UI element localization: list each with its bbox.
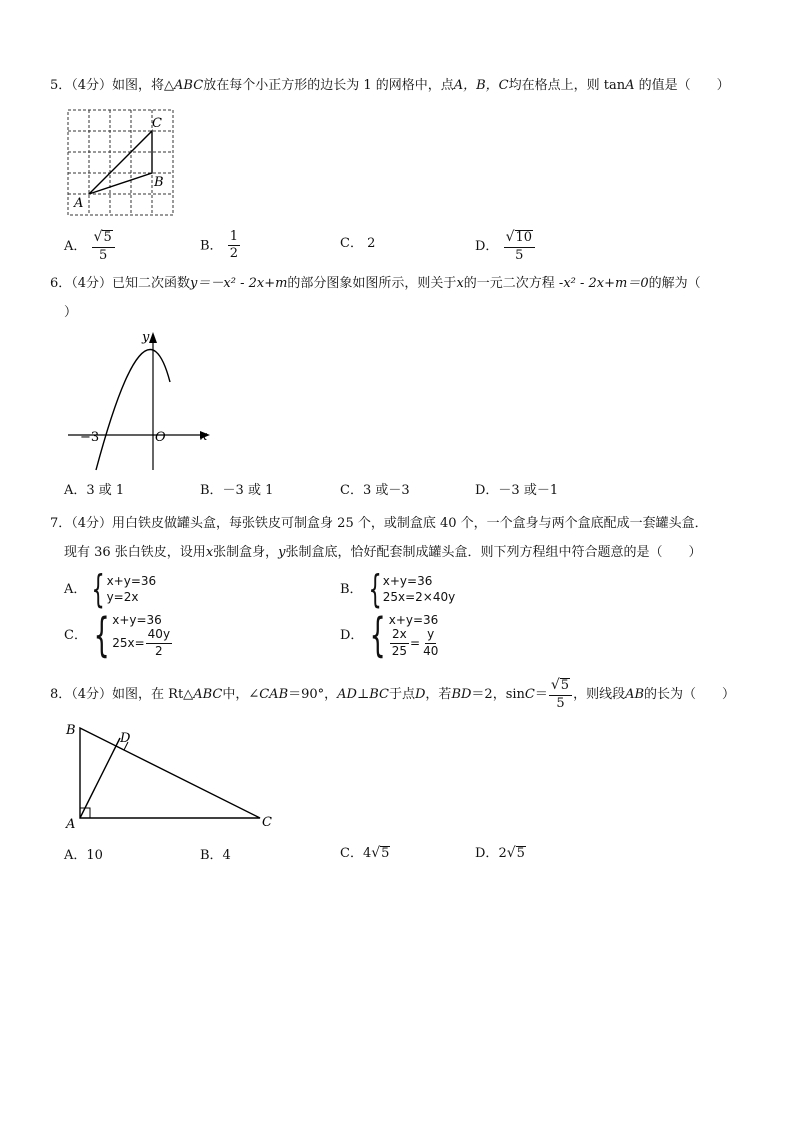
- q5-stem-text: 5．（4分）如图，将△: [50, 78, 175, 93]
- q6-stem-text: 6．（4分）已知二次函数: [50, 276, 191, 291]
- q8-stem-text-2: 中，∠: [222, 687, 260, 703]
- q6-option-c[interactable]: C．3 或－3: [340, 483, 410, 498]
- q7-option-d-brace: {: [370, 608, 387, 662]
- q7-option-c-label: C．: [64, 627, 87, 643]
- q8-segment-ab: AB: [625, 687, 645, 703]
- q7-option-a-brace: {: [91, 567, 106, 611]
- q6-label-y: y: [142, 330, 150, 345]
- q8-option-c[interactable]: C． 4 √ 5: [340, 845, 390, 862]
- q5-option-d[interactable]: [475, 230, 536, 263]
- q6-stem: [50, 277, 701, 290]
- q7-option-a-eq2: y=2x: [106, 590, 139, 604]
- q5-option-b-numerator: 1: [228, 230, 240, 246]
- q7-option-c-brace: {: [93, 608, 110, 662]
- q6-option-d[interactable]: D．－3 或－1: [475, 483, 559, 498]
- q7-stem-text-2: 张制盒身，: [213, 545, 279, 560]
- q6-label-neg3: −3: [80, 430, 100, 445]
- q8-stem-text-6: ＝2，sin: [471, 687, 525, 703]
- q8-option-c-coefficient: 4: [362, 846, 372, 862]
- q7-option-d-fraction-2: [421, 628, 440, 657]
- q7-option-c-eq2-left: 25x=: [112, 636, 145, 650]
- q5-label-a: A: [74, 196, 84, 211]
- q5-option-d-denominator: 5: [515, 247, 524, 263]
- q7-option-d-system: [389, 612, 442, 658]
- q7-option-d-fraction-1: [390, 628, 409, 657]
- q6-variable-x: x: [456, 276, 464, 291]
- q5-stem-end: 的值是（ ）: [634, 78, 730, 93]
- q5-option-b-fraction: [228, 230, 240, 262]
- q8-option-d[interactable]: D． 2 √ 5: [475, 845, 525, 862]
- q5-option-a-label: A．: [64, 239, 87, 255]
- q8-altitude-ad: [80, 738, 120, 818]
- q5-option-d-fraction: √ 10 5: [504, 230, 535, 263]
- q5-stem: [50, 79, 730, 92]
- q6-y-axis-arrow: [149, 332, 157, 343]
- q6-stem-line2: ）: [64, 305, 78, 320]
- q7-option-d-eq2: [389, 628, 442, 657]
- q7-option-d-numerator-1: 2x: [390, 628, 409, 643]
- q5-option-c-value: 2: [367, 236, 376, 251]
- q8-stem-end: 的长为（ ）: [644, 687, 736, 703]
- q8-stem-text-7: ＝: [534, 687, 548, 703]
- q7-option-d-equals: =: [410, 636, 421, 650]
- q7-option-d[interactable]: [340, 608, 441, 662]
- q7-option-d-numerator-2: y: [425, 628, 436, 643]
- q7-option-b-brace: {: [368, 567, 382, 611]
- q7-option-c-numerator: 40y: [146, 628, 172, 643]
- q5-points: A，B，C: [453, 78, 509, 93]
- q5-label-c: C: [152, 116, 162, 131]
- q6-option-a[interactable]: A．3 或 1: [64, 483, 125, 498]
- q5-stem-text-3: 均在格点上，则 tan: [508, 78, 626, 93]
- q5-option-c[interactable]: [340, 237, 375, 250]
- q8-option-d-label: D．: [475, 846, 499, 862]
- q5-stem-text-2: 放在每个小正方形的边长为 1 的网格中，点: [203, 78, 454, 93]
- q6-stem-text-3: 的一元二次方程 -: [463, 276, 564, 291]
- q8-sin-fraction: √ 5 5: [549, 678, 572, 711]
- q5-option-a-radicand: 5: [103, 230, 112, 245]
- q7-option-a[interactable]: [64, 567, 157, 611]
- q7-option-c-system: [112, 612, 173, 658]
- q7-option-b[interactable]: [340, 567, 456, 611]
- q6-stem-text-2: 的部分图象如图所示，则关于: [287, 276, 457, 291]
- q8-option-d-coefficient: 2: [498, 846, 507, 862]
- q5-option-d-label: D．: [475, 239, 499, 255]
- q7-option-c-denominator: 2: [155, 643, 163, 658]
- q7-variable-x: x: [205, 545, 214, 560]
- q7-option-d-denominator-1: 25: [391, 643, 407, 658]
- q6-option-b[interactable]: B．－3 或 1: [200, 483, 274, 498]
- q8-label-c: C: [262, 815, 272, 830]
- q8-segment-bc: BC: [369, 687, 389, 703]
- q8-option-a[interactable]: A．10: [64, 848, 103, 863]
- q5-label-b: B: [154, 175, 164, 190]
- q8-option-c-label: C．: [340, 846, 363, 862]
- q7-option-b-system: [383, 573, 456, 605]
- q7-option-c-fraction: [146, 628, 172, 657]
- q6-label-x: x: [200, 429, 208, 444]
- q8-angle-cab: CAB: [259, 687, 289, 703]
- q7-option-b-eq1: x+y=36: [382, 573, 433, 588]
- q7-variable-y: y: [278, 545, 286, 560]
- q8-option-b[interactable]: B．4: [200, 848, 231, 863]
- q5-option-a-fraction: √ 5 5: [92, 230, 115, 263]
- q7-option-a-system: [107, 573, 157, 605]
- q6-equation: x² - 2x+m＝0: [563, 276, 649, 291]
- q8-perp-symbol: ⊥: [356, 687, 370, 703]
- q8-label-b: B: [66, 723, 76, 738]
- q7-option-a-label: A．: [64, 581, 87, 597]
- q6-parabola-figure: [60, 325, 220, 475]
- q8-segment-bd: BD: [451, 687, 472, 703]
- q8-stem: [50, 678, 735, 711]
- q5-option-b-denominator: 2: [229, 246, 238, 262]
- q5-option-a-denominator: 5: [98, 247, 108, 263]
- q7-stem-end: 张制盒底，恰好配套制成罐头盒．则下列方程组中符合题意的是（ ）: [285, 545, 702, 560]
- q8-stem-text-4: 于点: [388, 687, 415, 703]
- q5-angle-a: A: [625, 78, 635, 93]
- q5-triangle: [89, 131, 152, 194]
- q8-label-d: D: [120, 731, 131, 746]
- q7-option-c-eq1: x+y=36: [112, 613, 162, 628]
- q8-label-a: A: [66, 817, 76, 832]
- q5-option-d-radicand: 10: [515, 230, 533, 245]
- q8-angle-c: C: [524, 687, 535, 703]
- q7-option-a-eq1: x+y=36: [106, 573, 157, 588]
- q8-point-d: D: [414, 687, 426, 703]
- q5-option-b[interactable]: [200, 230, 241, 262]
- q8-option-d-radicand: 5: [516, 846, 525, 861]
- q8-stem-text-3: ＝90°，: [288, 687, 338, 703]
- q8-stem-text: 8．（4分）如图，在 Rt△: [50, 687, 194, 703]
- q8-triangle: [80, 728, 260, 818]
- q8-stem-text-8: ，则线段: [573, 687, 626, 703]
- q6-stem-end: 的解为（: [648, 276, 701, 291]
- q7-stem-line2: [64, 546, 702, 559]
- q8-triangle-figure: [60, 718, 280, 836]
- q7-stem-line1: 7．（4分）用白铁皮做罐头盒，每张铁皮可制盒身 25 个，或制盒底 40 个，一个盒身与两个盒底配成一套罐头盒．: [50, 516, 708, 531]
- q7-option-c[interactable]: [64, 608, 173, 662]
- q7-option-b-label: B．: [340, 581, 363, 597]
- q7-option-d-denominator-2: 40: [423, 643, 439, 658]
- q7-option-d-eq1: x+y=36: [388, 613, 439, 628]
- q5-grid-figure: [60, 104, 185, 219]
- q7-option-c-eq2: [112, 628, 173, 657]
- q7-option-b-eq2: 25x=2×40y: [382, 590, 456, 604]
- q6-function: y＝－x² - 2x+m: [190, 276, 288, 291]
- q5-option-c-label: C．: [340, 236, 363, 251]
- q6-parabola-curve: [96, 350, 170, 470]
- q5-option-a[interactable]: [64, 230, 116, 263]
- q8-sin-radicand: 5: [560, 678, 570, 693]
- q5-option-b-label: B．: [200, 238, 223, 254]
- q5-triangle-name: ABC: [174, 78, 204, 93]
- q8-segment-ad: AD: [337, 687, 357, 703]
- q6-label-origin: O: [155, 430, 166, 445]
- q8-stem-text-5: ，若: [425, 687, 452, 703]
- q8-option-c-radicand: 5: [381, 846, 390, 861]
- q7-stem-text: 现有 36 张白铁皮，设用: [64, 545, 206, 560]
- q8-triangle-name: ABC: [193, 687, 223, 703]
- q8-sin-denominator: 5: [556, 695, 565, 711]
- q7-option-d-label: D．: [340, 627, 364, 643]
